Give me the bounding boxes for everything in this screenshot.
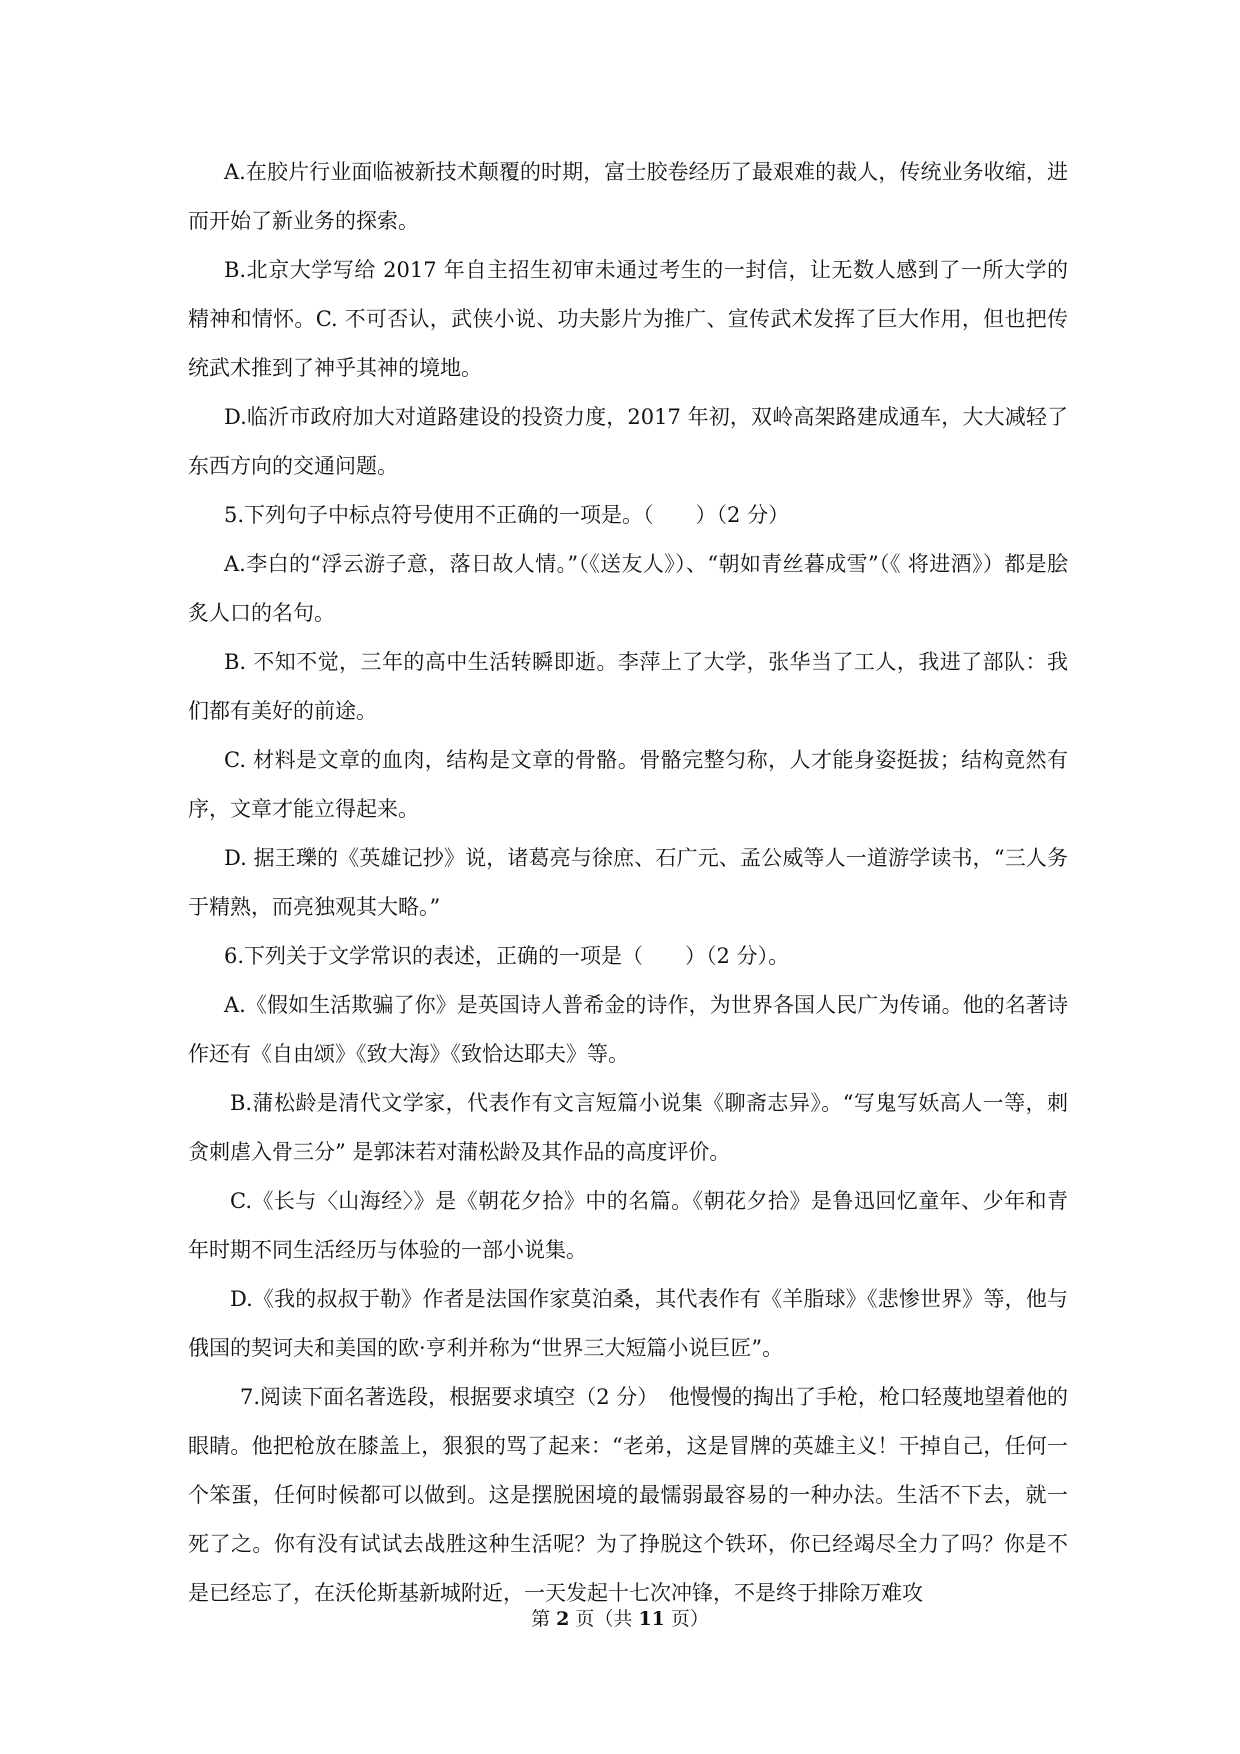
option-a-film-industry: A.在胶片行业面临被新技术颠覆的时期，富士胶卷经历了最艰难的裁人，传统业务收缩，进而开始了新业务的探索。 [188, 160, 1068, 233]
footer-page-number: 2 [556, 1608, 570, 1630]
option-b-c-paragraph: B.北京大学写给 2017 年自主招生初审未通过考生的一封信，让无数人感到了一所大学的精神和情怀。C. 不可否认，武侠小说、功夫影片为推广、宣传武术发挥了巨大作用，但也把传统武术推到了神乎其神的境地。 [188, 258, 1068, 380]
question-6-option-c: C.《长与〈山海经〉》是《朝花夕拾》中的名篇。《朝花夕拾》是鲁迅回忆童年、少年和青年时期不同生活经历与体验的一部小说集。 [188, 1189, 1068, 1262]
question-7-passage: 7.阅读下面名著选段，根据要求填空（2 分） 他慢慢的掏出了手枪，枪口轻蔑地望着他的眼睛。他把枪放在膝盖上，狠狠的骂了起来：“老弟，这是冒牌的英雄主义！干掉自己，任何一个笨蛋，任何时候都可以做到。这是摆脱困境的最懦弱最容易的一种办法。生活不下去，就一死了之。你有没有试试去战胜这种生活呢？为了挣脱这个铁环，你已经竭尽全力了吗？你是不是已经忘了，在沃伦斯基新城附近，一天发起十七次冲锋，不是终于排除万难攻 [188, 1385, 1068, 1605]
question-5-option-a: A.李白的“浮云游子意，落日故人情。”（《送友人》）、“朝如青丝暮成雪”（《 将进酒》）都是脍炙人口的名句。 [188, 552, 1068, 625]
page-footer [0, 1607, 1240, 1631]
question-6-option-d: D.《我的叔叔于勒》作者是法国作家莫泊桑，其代表作有《羊脂球》《悲惨世界》等，他与俄国的契诃夫和美国的欧·亨利并称为“世界三大短篇小说巨匠”。 [188, 1287, 1068, 1360]
question-5-option-c: C. 材料是文章的血肉，结构是文章的骨骼。骨骼完整匀称，人才能身姿挺拔；结构竟然有序，文章才能立得起来。 [188, 748, 1068, 821]
footer-middle: 页（共 [569, 1608, 639, 1630]
question-5-stem: 5.下列句子中标点符号使用不正确的一项是。（ ）（2 分） [224, 503, 790, 527]
question-6-stem: 6.下列关于文学常识的表述，正确的一项是（ ）（2 分）。 [224, 944, 790, 968]
question-5-option-b: B. 不知不觉，三年的高中生活转瞬即逝。李萍上了大学，张华当了工人，我进了部队：我们都有美好的前途。 [188, 650, 1068, 723]
footer-total-pages: 11 [638, 1608, 665, 1630]
footer-suffix: 页） [664, 1608, 709, 1630]
option-d-linyi: D.临沂市政府加大对道路建设的投资力度，2017 年初，双岭高架路建成通车，大大减轻了东西方向的交通问题。 [188, 405, 1068, 478]
question-6-option-a: A.《假如生活欺骗了你》是英国诗人普希金的诗作，为世界各国人民广为传诵。他的名著诗作还有《自由颂》《致大海》《致恰达耶夫》等。 [188, 993, 1068, 1066]
question-5-option-d: D. 据王瓅的《英雄记抄》说，诸葛亮与徐庶、石广元、孟公威等人一道游学读书，“三人务于精熟，而亮独观其大略。” [188, 846, 1068, 919]
question-6-option-b: B.蒲松龄是清代文学家，代表作有文言短篇小说集《聊斋志异》。“写鬼写妖高人一等，刺贪刺虐入骨三分” 是郭沫若对蒲松龄及其作品的高度评价。 [188, 1091, 1068, 1164]
document-body [188, 148, 1068, 1618]
footer-prefix: 第 [531, 1608, 557, 1630]
